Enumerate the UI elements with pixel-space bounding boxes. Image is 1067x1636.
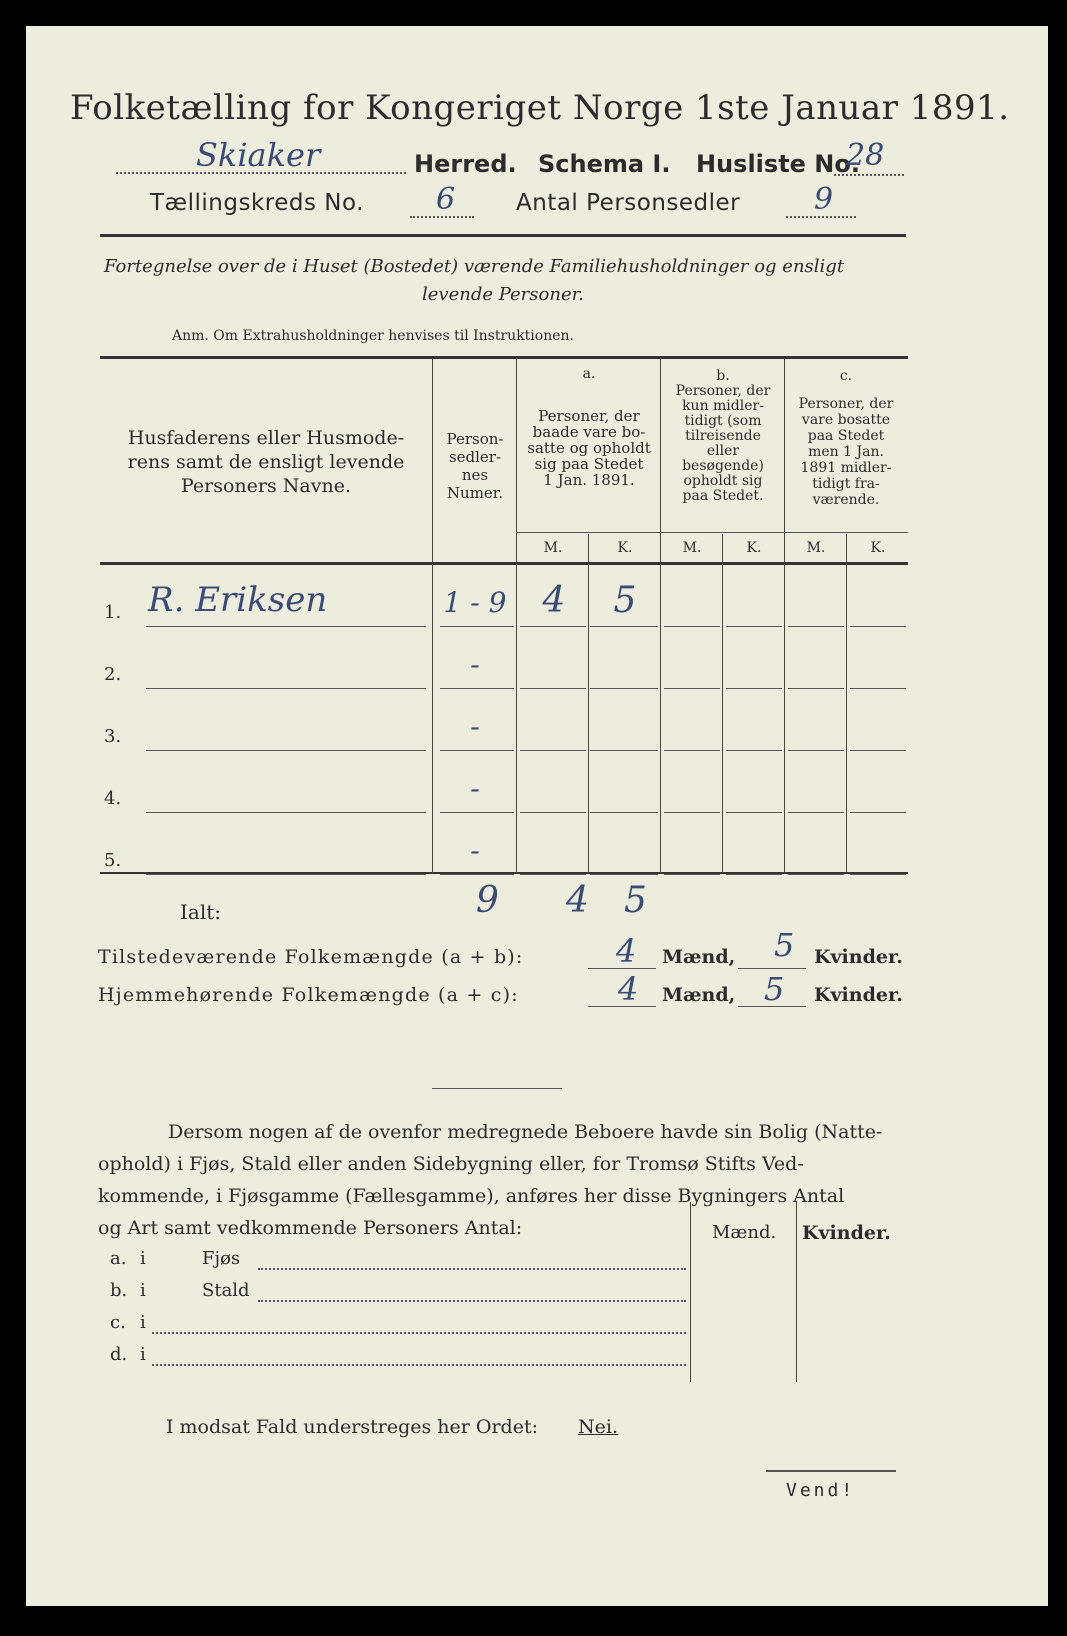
row-sedler: 1 - 9 <box>443 586 507 619</box>
row-line <box>590 874 658 875</box>
row-a-k: 5 <box>613 580 637 621</box>
row-line <box>440 874 514 875</box>
tilstede-k: 5 <box>774 926 795 964</box>
personsedler-value: 9 <box>814 182 834 217</box>
tilstede-label: Tilstedeværende Folkemængde (a + b): <box>98 946 524 968</box>
row-line <box>726 688 782 689</box>
item-letter: b. <box>110 1280 128 1301</box>
row-line <box>590 750 658 751</box>
row-line <box>850 626 906 627</box>
maend-col-line <box>690 1202 691 1382</box>
tilstede-kvinder: Kvinder. <box>814 946 903 968</box>
a-k-label: K. <box>617 540 633 556</box>
tilstede-m: 4 <box>616 932 637 970</box>
census-form-page <box>26 26 1048 1606</box>
item-prep: i <box>140 1280 146 1301</box>
col-c-letter: c. <box>839 368 853 384</box>
ialt-sedler: 9 <box>476 880 499 921</box>
item-name: Stald <box>202 1280 250 1301</box>
row-line <box>520 812 586 813</box>
item-prep: i <box>140 1344 146 1365</box>
col-c-header: Personer, der vare bosatte paa Stedet men 1 Jan. 1891 midler- tidigt fra- værende. <box>798 396 894 508</box>
c-k-label: K. <box>870 540 886 556</box>
row-number: 1. <box>104 602 122 623</box>
hjemme-kvinder: Kvinder. <box>814 984 903 1006</box>
item-letter: c. <box>110 1312 126 1333</box>
b-m-label: M. <box>682 540 702 556</box>
outbuildings-paragraph: Dersom nogen af de ovenfor medregnede Beboere havde sin Bolig (Natte- ophold) i Fjøs, Stald eller anden Sidebygning eller, for Tromsø Stifts Ved- kommende, i Fjøsgamme (Fællesgamme), anføres her disse Bygningers Antal og Art samt vedkommende Personers Antal: <box>98 1121 883 1239</box>
col-divider <box>784 359 785 873</box>
col-divider <box>660 359 661 873</box>
row-line <box>788 688 844 689</box>
row-line <box>590 812 658 813</box>
row-line <box>726 874 782 875</box>
col-num-header: Person- sedler- nes Numer. <box>446 430 504 502</box>
row-line <box>520 688 586 689</box>
row-line <box>788 812 844 813</box>
intro-line1: Fortegnelse over de i Huset (Bostedet) værende Familiehusholdninger og ensligt <box>104 256 845 277</box>
mk-divider <box>722 534 723 873</box>
row-line <box>440 626 514 627</box>
row-line <box>520 874 586 875</box>
separator <box>432 1088 562 1089</box>
husliste-dots <box>834 174 904 176</box>
col-name-header: Husfaderens eller Husmode- rens samt de ensligt levende Personers Navne. <box>127 427 405 497</box>
ialt-k: 5 <box>624 880 647 921</box>
row-sedler: - <box>470 772 480 805</box>
personsedler-label: Antal Personsedler <box>516 190 741 216</box>
row-line <box>146 750 426 751</box>
item-prep: i <box>140 1312 146 1333</box>
item-dots <box>258 1300 686 1302</box>
row-a-m: 4 <box>542 580 566 621</box>
row-line <box>440 750 514 751</box>
row-sedler: - <box>470 648 480 681</box>
row-line <box>850 688 906 689</box>
form-title: Folketælling for Kongeriget Norge 1ste Januar 1891. <box>70 88 1010 128</box>
husliste-value: 28 <box>846 138 885 173</box>
row-line <box>726 750 782 751</box>
herred-value: Skiaker <box>196 136 321 174</box>
mk-rule <box>516 532 908 533</box>
ialt-m: 4 <box>566 880 589 921</box>
col-divider <box>516 359 517 873</box>
row-number: 3. <box>104 726 122 747</box>
col-b-letter: b. <box>716 368 730 384</box>
table-top-rule <box>100 356 908 359</box>
schema-label: Schema I. <box>538 150 671 178</box>
b-k-label: K. <box>746 540 762 556</box>
hjemme-m: 4 <box>618 970 639 1008</box>
row-line <box>590 626 658 627</box>
kreds-value: 6 <box>436 182 456 217</box>
item-dots <box>152 1364 686 1366</box>
row-line <box>664 688 720 689</box>
row-sedler: - <box>470 834 480 867</box>
item-prep: i <box>140 1248 146 1269</box>
col-b-header: Personer, der kun midler- tidigt (som tilreisende eller besøgende) opholdt sig paa Stedet. <box>675 383 771 504</box>
item-letter: a. <box>110 1248 127 1269</box>
header-rule <box>100 234 906 237</box>
row-number: 5. <box>104 850 122 871</box>
item-dots <box>152 1332 686 1334</box>
kvinder-col-line <box>796 1202 797 1382</box>
husliste-label: Husliste No. <box>696 150 860 178</box>
row-line <box>788 626 844 627</box>
intro-line2: levende Personer. <box>422 284 584 305</box>
row-line <box>146 874 426 875</box>
hjemme-label: Hjemmehørende Folkemængde (a + c): <box>98 984 519 1006</box>
item-name: Fjøs <box>202 1248 241 1269</box>
row-line <box>726 812 782 813</box>
row-line <box>146 812 426 813</box>
hjemme-maend: Mænd, <box>662 984 736 1006</box>
vend-rule <box>766 1470 896 1472</box>
c-m-label: M. <box>806 540 826 556</box>
maend-header: Mænd. <box>712 1222 777 1243</box>
row-sedler: - <box>470 710 480 743</box>
row-line <box>664 626 720 627</box>
item-letter: d. <box>110 1344 128 1365</box>
row-line <box>664 874 720 875</box>
tilstede-k-line <box>738 968 806 969</box>
row-line <box>726 626 782 627</box>
item-dots <box>258 1268 686 1270</box>
mk-divider <box>588 534 589 873</box>
row-line <box>590 688 658 689</box>
row-line <box>850 874 906 875</box>
row-number: 4. <box>104 788 122 809</box>
modsat-text: I modsat Fald understreges her Ordet: <box>166 1416 538 1438</box>
row-line <box>440 812 514 813</box>
nei-word: Nei. <box>578 1416 618 1438</box>
hjemme-k: 5 <box>764 970 785 1008</box>
row-line <box>520 626 586 627</box>
ialt-label: Ialt: <box>180 900 221 924</box>
row-line <box>788 750 844 751</box>
col-divider <box>432 359 433 873</box>
row-line <box>664 812 720 813</box>
row-line <box>664 750 720 751</box>
anm-note: Anm. Om Extrahusholdninger henvises til Instruktionen. <box>172 328 574 344</box>
tilstede-maend: Mænd, <box>662 946 736 968</box>
table-header-rule <box>100 562 908 565</box>
vend-label: Vend! <box>786 1480 856 1501</box>
row-line <box>520 750 586 751</box>
row-line <box>440 688 514 689</box>
col-a-letter: a. <box>582 366 596 382</box>
row-line <box>788 874 844 875</box>
kreds-label: Tællingskreds No. <box>150 190 364 216</box>
row-number: 2. <box>104 664 122 685</box>
row-name: R. Eriksen <box>148 580 328 620</box>
row-line <box>146 688 426 689</box>
col-a-header: Personer, der baade vare bo- satte og opholdt sig paa Stedet 1 Jan. 1891. <box>527 407 651 489</box>
row-line <box>850 812 906 813</box>
kvinder-header: Kvinder. <box>802 1222 891 1244</box>
row-line <box>146 626 426 627</box>
herred-label: Herred. <box>414 150 517 178</box>
row-line <box>850 750 906 751</box>
a-m-label: M. <box>543 540 563 556</box>
mk-divider <box>846 534 847 873</box>
